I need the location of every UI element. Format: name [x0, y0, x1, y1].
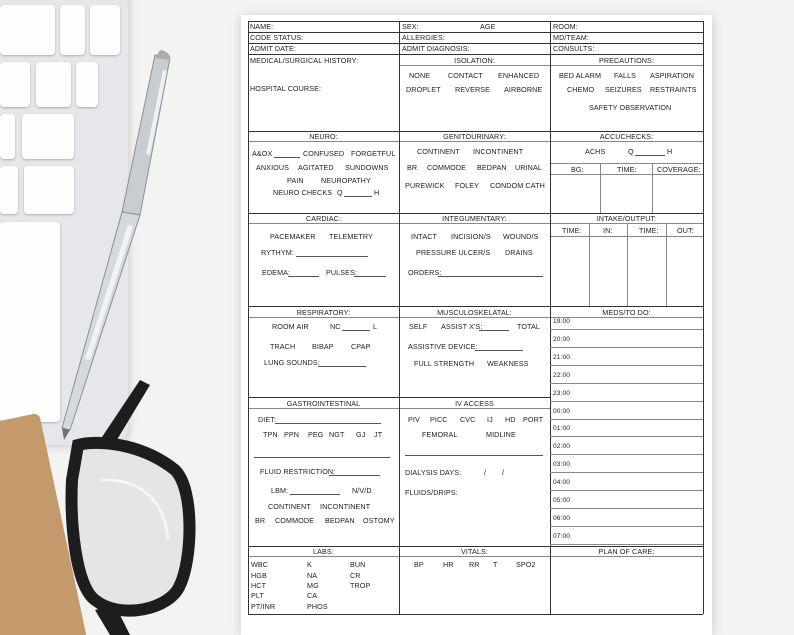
neuro-title: NEURO: [309, 132, 338, 141]
gu-bedpan: BEDPAN [477, 163, 507, 172]
labs-title: LABS: [313, 547, 334, 556]
iv-ij: IJ [487, 415, 493, 424]
lab-na: NA [307, 571, 318, 580]
meds-time-label: 20:00 [553, 335, 571, 343]
iv-slash-2: / [502, 468, 505, 477]
iv-femoral: FEMORAL [422, 430, 458, 439]
lab-ca: CA [307, 591, 318, 600]
iv-title: IV ACCESS [455, 399, 494, 408]
accuchecks-h: H [667, 147, 673, 156]
neuro-checks: NEURO CHECKS [273, 188, 333, 197]
meds-time-line [550, 544, 703, 545]
msk-weakness: WEAKNESS [487, 359, 529, 368]
keyboard [0, 0, 128, 445]
precaution-restraints: RESTRAINTS [650, 85, 697, 94]
vital-bp: BP [414, 560, 424, 569]
meds-time-line [550, 401, 703, 402]
accuchecks-title: ACCUCHECKS: [599, 132, 654, 141]
io-out: OUT: [677, 226, 694, 235]
neuro-pain: PAIN [287, 176, 304, 185]
gi-diet: DIET: [258, 415, 277, 424]
isolation-droplet: DROPLET [406, 85, 441, 94]
isolation-title: ISOLATION: [454, 56, 495, 65]
precaution-aspiration: ASPIRATION [650, 71, 694, 80]
lab-trop: TROP [350, 581, 371, 590]
label-code-status: CODE STATUS: [250, 33, 304, 42]
precautions-title: PRECAUTIONS: [598, 56, 655, 65]
meds-time-line [550, 436, 703, 437]
iv-hd: HD [505, 415, 516, 424]
lab-mg: MG [307, 581, 319, 590]
patient-report-sheet [241, 15, 712, 635]
iv-fluids: FLUIDS/DRIPS: [405, 488, 458, 497]
meds-time-label: 01:00 [553, 425, 571, 433]
msk-assist: ASSIST X'S: [441, 322, 483, 331]
envelope [0, 413, 89, 635]
gi-gj: GJ [356, 430, 366, 439]
resp-cpap: CPAP [351, 342, 371, 351]
resp-trach: TRACH [270, 342, 296, 351]
isolation-reverse: REVERSE [455, 85, 491, 94]
io-in: IN: [603, 226, 613, 235]
gi-ostomy: OSTOMY [363, 516, 395, 525]
gi-nvd: N/V/D [352, 486, 372, 495]
meds-time-line [550, 329, 703, 330]
label-age: AGE [480, 22, 496, 31]
cardiac-title: CARDIAC: [305, 214, 342, 223]
lab-k: K [307, 560, 312, 569]
msk-full-strength: FULL STRENGTH [414, 359, 475, 368]
msk-title: MUSCULOSKELATAL: [437, 308, 512, 317]
iv-piv: PIV [408, 415, 420, 424]
gi-commode: COMMODE [275, 516, 315, 525]
neuro-forgetful: FORGETFUL [351, 149, 396, 158]
vitals-title: VITALS: [461, 547, 488, 556]
gi-incontinent: INCONTINENT [320, 502, 371, 511]
msk-self: SELF [409, 322, 428, 331]
resp-bibap: BIBAP [312, 342, 334, 351]
meds-time-line [550, 490, 703, 491]
precaution-chemo: CHEMO [567, 85, 595, 94]
accuchecks-achs: ACHS [585, 147, 606, 156]
meds-time-label: 19:00 [553, 318, 571, 325]
cardiac-pulses: PULSES: [326, 268, 358, 277]
label-room: ROOM: [553, 22, 578, 31]
accuchecks-bg: BG: [571, 165, 584, 174]
vital-t: T [493, 560, 498, 569]
vital-hr: HR [443, 560, 454, 569]
meds-time-label: 07:00 [553, 532, 571, 540]
cardiac-pacemaker: PACEMAKER [270, 232, 316, 241]
integ-intact: INTACT [411, 232, 438, 241]
integ-incisions: INCISION/S [451, 232, 491, 241]
integumentary-title: INTEGUMENTARY: [442, 214, 507, 223]
label-consults: CONSULTS: [553, 44, 595, 53]
respiratory-title: RESPIRATORY: [296, 308, 351, 317]
lab-bun: BUN [350, 560, 366, 569]
meds-time-line [550, 472, 703, 473]
meds-time-line [550, 454, 703, 455]
io-title: INTAKE/OUTPUT: [596, 214, 657, 223]
iv-dialysis: DIALYSIS DAYS: [405, 468, 462, 477]
gi-jt: JT [374, 430, 383, 439]
precaution-bed-alarm: BED ALARM [559, 71, 602, 80]
neuro-agitated: AGITATED [298, 163, 334, 172]
gu-foley: FOLEY [455, 181, 480, 190]
meds-time-label: 03:00 [553, 461, 571, 469]
cardiac-telemetry: TELEMETRY [329, 232, 373, 241]
gu-commode: COMMODE [427, 163, 467, 172]
label-hospital-course: HOSPITAL COURSE: [250, 84, 322, 93]
vital-spo2: SPO2 [516, 560, 536, 569]
neuro-checks-h: H [374, 188, 380, 197]
accuchecks-q: Q [628, 147, 634, 156]
iv-cvc: CVC [460, 415, 476, 424]
cardiac-rhythm: RYTHYM: [261, 248, 294, 257]
gu-condom-cath: CONDOM CATH [490, 181, 545, 190]
meds-time-label: 21:00 [553, 353, 571, 361]
gu-continent: CONTINENT [417, 147, 460, 156]
gu-incontinent: INCONTINENT [473, 147, 524, 156]
isolation-enhanced: ENHANCED [498, 71, 540, 80]
meds-time-line [550, 347, 703, 348]
gi-bedpan: BEDPAN [325, 516, 355, 525]
isolation-contact: CONTACT [448, 71, 483, 80]
meds-time-label: 00:00 [553, 407, 571, 415]
integ-pressure-ulcers: PRESSURE ULCER/S [416, 248, 491, 257]
label-md-team: MD/TEAM: [553, 33, 589, 42]
meds-time-label: 22:00 [553, 371, 571, 379]
meds-time-line [550, 419, 703, 420]
lab-phos: PHOS [307, 602, 328, 611]
gu-title: GENITOURINARY: [443, 132, 506, 141]
neuro-checks-q: Q [337, 188, 343, 197]
lab-ptinr: PT/INR [251, 602, 276, 611]
meds-time-line [550, 508, 703, 509]
accuchecks-time: TIME: [617, 165, 637, 174]
label-admit-diagnosis: ADMIT DIAGNOSIS: [402, 44, 470, 53]
label-name: NAME: [250, 22, 274, 31]
isolation-none: NONE [409, 71, 431, 80]
gi-lbm: LBM: [271, 486, 289, 495]
gi-ngt: NGT [329, 430, 345, 439]
io-time1: TIME: [562, 226, 582, 235]
gi-title: GASTROINTESTINAL [286, 399, 361, 408]
label-admit-date: ADMIT DATE: [250, 44, 296, 53]
lab-hgb: HGB [251, 571, 267, 580]
integ-wounds: WOUND/S [503, 232, 539, 241]
meds-title: MEDS/TO DO: [602, 308, 651, 317]
iv-port: PORT [523, 415, 544, 424]
precaution-safety: SAFETY OBSERVATION [589, 103, 672, 112]
meds-time-line [550, 383, 703, 384]
lab-wbc: WBC [251, 560, 269, 569]
neuro-neuropathy: NEUROPATHY [321, 176, 371, 185]
iv-slash-1: / [484, 468, 487, 477]
gi-br: BR [255, 516, 266, 525]
gi-continent: CONTINENT [268, 502, 311, 511]
gu-purewick: PUREWICK [405, 181, 445, 190]
msk-total: TOTAL [517, 322, 540, 331]
plan-of-care-title: PLAN OF CARE: [598, 547, 655, 556]
lab-cr: CR [350, 571, 361, 580]
lab-hct: HCT [251, 581, 267, 590]
precaution-seizures: SEIZURES [605, 85, 642, 94]
precaution-falls: FALLS [614, 71, 637, 80]
lab-plt: PLT [251, 591, 264, 600]
integ-orders: ORDERS: [408, 268, 442, 277]
meds-time-line [550, 365, 703, 366]
label-medical-history: MEDICAL/SURGICAL HISTORY: [250, 56, 359, 65]
io-time2: TIME: [639, 226, 659, 235]
vital-rr: RR [469, 560, 480, 569]
meds-time-label: 04:00 [553, 479, 571, 487]
resp-room-air: ROOM AIR [272, 322, 309, 331]
integ-drains: DRAINS [505, 248, 533, 257]
iv-midline: MIDLINE [486, 430, 516, 439]
isolation-airborne: AIRBORNE [504, 85, 543, 94]
neuro-anxious: ANXIOUS [256, 163, 290, 172]
resp-l: L [373, 322, 378, 331]
gi-fluid-restriction: FLUID RESTRICTION: [260, 467, 336, 476]
gi-tpn: TPN [263, 430, 278, 439]
msk-assistive-device: ASSISTIVE DEVICE: [408, 342, 478, 351]
meds-time-label: 06:00 [553, 514, 571, 522]
gu-urinal: URINAL [515, 163, 542, 172]
neuro-aox: A&OX [252, 149, 273, 158]
meds-time-label: 23:00 [553, 389, 571, 397]
resp-lung-sounds: LUNG SOUNDS: [264, 358, 320, 367]
meds-time-line [550, 526, 703, 527]
neuro-sundowns: SUNDOWNS [345, 163, 389, 172]
label-sex: SEX: [402, 22, 419, 31]
resp-nc: NC [330, 322, 341, 331]
gi-ppn: PPN [284, 430, 300, 439]
iv-picc: PICC [430, 415, 448, 424]
gi-peg: PEG [308, 430, 324, 439]
meds-time-label: 02:00 [553, 443, 571, 451]
cardiac-edema: EDEMA: [262, 268, 291, 277]
gu-br: BR [407, 163, 418, 172]
neuro-confused: CONFUSED [303, 149, 345, 158]
label-allergies: ALLERGIES: [402, 33, 445, 42]
accuchecks-coverage: COVERAGE: [657, 165, 701, 174]
meds-time-label: 05:00 [553, 497, 571, 504]
